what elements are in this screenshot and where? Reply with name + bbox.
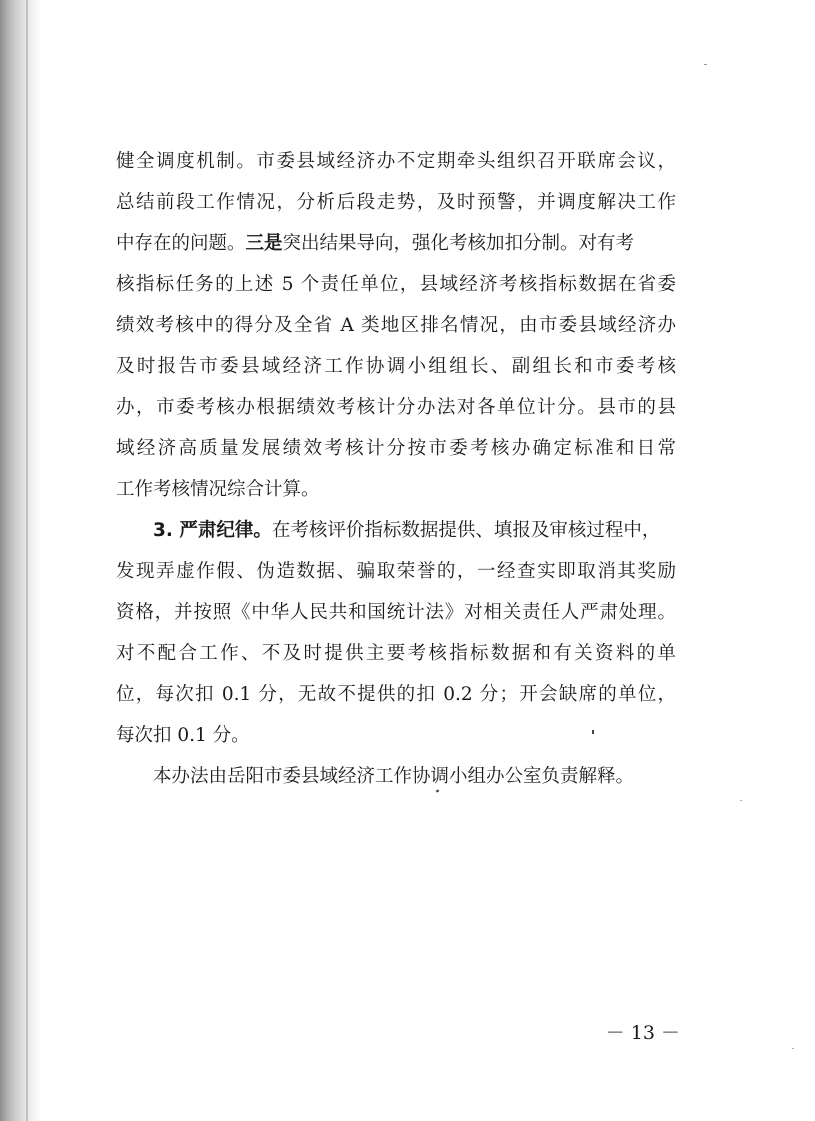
scan-speck bbox=[704, 64, 707, 65]
text-line-9: 工作考核情况综合计算。 bbox=[116, 479, 320, 500]
text-line-14: 位，每次扣 0.1 分，无故不提供的扣 0.2 分；开会缺席的单位， bbox=[116, 684, 676, 705]
text-line-3 bbox=[116, 229, 676, 259]
text-line-16: 本办法由岳阳市委县域经济工作协调小组办公室负责解释。 bbox=[153, 766, 635, 787]
text-line-7: 办，市委考核办根据绩效考核计分办法对各单位计分。县市的县 bbox=[116, 397, 676, 418]
scan-speck bbox=[740, 800, 742, 801]
text-line-4: 核指标任务的上述 5 个责任单位，县域经济考核指标数据在省委 bbox=[116, 274, 676, 295]
text-line-10 bbox=[116, 516, 676, 546]
section-heading-discipline: 3. 严肃纪律。 bbox=[153, 520, 272, 541]
text-line-1: 健全调度机制。市委县域经济办不定期牵头组织召开联席会议， bbox=[116, 151, 676, 172]
page-number: － 13 － bbox=[605, 1022, 680, 1044]
text-line-11: 发现弄虚作假、伪造数据、骗取荣誉的，一经查实即取消其奖励 bbox=[116, 561, 676, 582]
text-line-5: 绩效考核中的得分及全省 A 类地区排名情况，由市委县域经济办 bbox=[116, 315, 676, 336]
scan-speck bbox=[436, 789, 440, 792]
text-line-13: 对不配合工作、不及时提供主要考核指标数据和有关资料的单 bbox=[116, 643, 676, 664]
text-line-3-start: 中存在的问题。 bbox=[116, 233, 246, 254]
text-line-12: 资格，并按照《中华人民共和国统计法》对相关责任人严肃处理。 bbox=[116, 602, 676, 623]
scan-speck bbox=[592, 730, 594, 734]
text-line-6: 及时报告市委县域经济工作协调小组组长、副组长和市委考核 bbox=[116, 356, 676, 377]
text-line-2: 总结前段工作情况，分析后段走势，及时预警，并调度解决工作 bbox=[116, 192, 676, 213]
text-line-3-end: 突出结果导向，强化考核加扣分制。对有考 bbox=[282, 233, 635, 254]
bold-marker-sanshi: 三是 bbox=[245, 233, 283, 254]
text-line-10-rest: 在考核评价指标数据提供、填报及审核过程中， bbox=[271, 520, 661, 541]
text-line-8: 域经济高质量发展绩效考核计分按市委考核办确定标准和日常 bbox=[116, 438, 676, 459]
text-line-15: 每次扣 0.1 分。 bbox=[116, 725, 250, 746]
scan-speck bbox=[792, 1048, 794, 1049]
